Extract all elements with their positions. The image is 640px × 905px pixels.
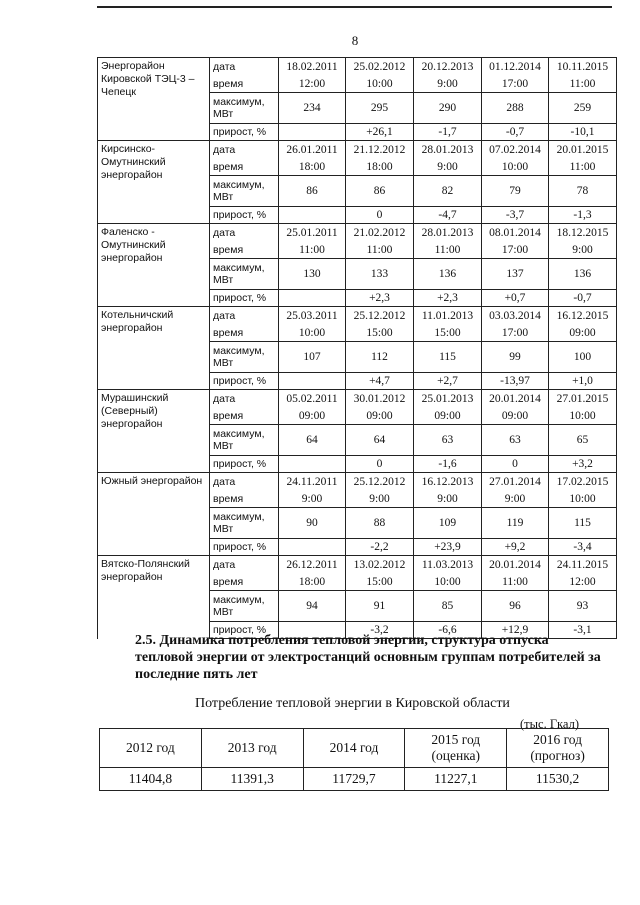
value-cell-date: 25.01.2011 [279, 224, 346, 242]
value-cell-max: 112 [346, 342, 414, 373]
heat-header-cell: 2012 год [100, 729, 202, 768]
value-cell-date: 01.12.2014 [482, 58, 549, 76]
value-cell-inc [279, 539, 346, 556]
param-label-inc: прирост, % [210, 290, 279, 307]
value-cell-date: 20.12.2013 [414, 58, 482, 76]
value-cell-time: 9:00 [279, 490, 346, 508]
value-cell-date: 25.12.2012 [346, 473, 414, 491]
value-cell-max: 130 [279, 259, 346, 290]
value-cell-max: 90 [279, 508, 346, 539]
param-label-inc: прирост, % [210, 124, 279, 141]
value-cell-inc [279, 456, 346, 473]
value-cell-time: 10:00 [346, 75, 414, 93]
param-label-date: дата [210, 556, 279, 574]
value-cell-max: 100 [549, 342, 617, 373]
value-cell-max: 93 [549, 591, 617, 622]
value-cell-inc: +9,2 [482, 539, 549, 556]
value-cell-time: 9:00 [549, 241, 617, 259]
value-cell-date: 20.01.2015 [549, 141, 617, 159]
value-cell-time: 09:00 [414, 407, 482, 425]
param-label-date: дата [210, 141, 279, 159]
value-cell-max: 295 [346, 93, 414, 124]
param-label-time: время [210, 573, 279, 591]
heat-value-cell: 11227,1 [405, 768, 507, 791]
value-cell-inc: -3,1 [549, 622, 617, 639]
value-cell-inc: -13,97 [482, 373, 549, 390]
region-name: Котельничский энергорайон [98, 307, 210, 390]
value-cell-max: 82 [414, 176, 482, 207]
heat-consumption-table [99, 728, 609, 791]
value-cell-max: 79 [482, 176, 549, 207]
value-cell-inc: +12,9 [482, 622, 549, 639]
section-title: 2.5. Динамика потребления тепловой энергии, структура отпуска тепловой энергии от электростанций основным группам потребителей за последние пять лет [135, 633, 601, 682]
value-cell-max: 290 [414, 93, 482, 124]
region-row-date [98, 473, 617, 491]
param-label-inc: прирост, % [210, 539, 279, 556]
value-cell-date: 27.01.2014 [482, 473, 549, 491]
value-cell-max: 96 [482, 591, 549, 622]
heat-table-value-row [100, 768, 609, 791]
param-label-time: время [210, 75, 279, 93]
value-cell-time: 10:00 [414, 573, 482, 591]
value-cell-date: 13.02.2012 [346, 556, 414, 574]
value-cell-date: 28.01.2013 [414, 141, 482, 159]
region-name: Мурашинский (Северный) энергорайон [98, 390, 210, 473]
value-cell-date: 11.03.2013 [414, 556, 482, 574]
param-label-time: время [210, 241, 279, 259]
region-name: Кирсинско-Омутнинский энергорайон [98, 141, 210, 224]
value-cell-time: 17:00 [482, 75, 549, 93]
value-cell-time: 11:00 [549, 75, 617, 93]
value-cell-time: 10:00 [549, 490, 617, 508]
value-cell-date: 20.01.2014 [482, 556, 549, 574]
value-cell-max: 94 [279, 591, 346, 622]
value-cell-date: 17.02.2015 [549, 473, 617, 491]
value-cell-inc: +1,0 [549, 373, 617, 390]
value-cell-time: 11:00 [482, 573, 549, 591]
value-cell-time: 12:00 [549, 573, 617, 591]
value-cell-inc: +2,7 [414, 373, 482, 390]
param-label-date: дата [210, 224, 279, 242]
value-cell-inc [279, 373, 346, 390]
value-cell-time: 9:00 [346, 490, 414, 508]
param-label-max: максимум, МВт [210, 591, 279, 622]
value-cell-time: 11:00 [279, 241, 346, 259]
value-cell-max: 136 [414, 259, 482, 290]
heat-table-header-row [100, 729, 609, 768]
value-cell-date: 20.01.2014 [482, 390, 549, 408]
value-cell-max: 99 [482, 342, 549, 373]
value-cell-time: 18:00 [346, 158, 414, 176]
value-cell-time: 10:00 [482, 158, 549, 176]
value-cell-inc: -10,1 [549, 124, 617, 141]
value-cell-inc [279, 124, 346, 141]
value-cell-inc: -2,2 [346, 539, 414, 556]
value-cell-date: 26.12.2011 [279, 556, 346, 574]
page-number: 8 [351, 33, 359, 48]
value-cell-date: 16.12.2013 [414, 473, 482, 491]
heat-value-cell: 11404,8 [100, 768, 202, 791]
value-cell-inc: -3,4 [549, 539, 617, 556]
value-cell-inc: 0 [346, 456, 414, 473]
value-cell-inc: 0 [482, 456, 549, 473]
value-cell-inc: -1,7 [414, 124, 482, 141]
value-cell-max: 115 [414, 342, 482, 373]
value-cell-inc: +23,9 [414, 539, 482, 556]
value-cell-time: 18:00 [279, 573, 346, 591]
top-rule [97, 6, 612, 8]
param-label-max: максимум, МВт [210, 259, 279, 290]
value-cell-inc: +26,1 [346, 124, 414, 141]
value-cell-date: 07.02.2014 [482, 141, 549, 159]
value-cell-time: 9:00 [414, 158, 482, 176]
region-row-date [98, 141, 617, 159]
value-cell-date: 11.01.2013 [414, 307, 482, 325]
value-cell-max: 65 [549, 425, 617, 456]
param-label-max: максимум, МВт [210, 508, 279, 539]
value-cell-max: 85 [414, 591, 482, 622]
value-cell-date: 05.02.2011 [279, 390, 346, 408]
param-label-max: максимум, МВт [210, 93, 279, 124]
value-cell-inc: 0 [346, 207, 414, 224]
param-label-max: максимум, МВт [210, 425, 279, 456]
region-row-date [98, 556, 617, 574]
value-cell-date: 21.02.2012 [346, 224, 414, 242]
region-name: Энергорайон Кировской ТЭЦ-3 – Чепецк [98, 58, 210, 141]
value-cell-max: 109 [414, 508, 482, 539]
value-cell-max: 91 [346, 591, 414, 622]
value-cell-inc: -1,3 [549, 207, 617, 224]
value-cell-max: 63 [482, 425, 549, 456]
heat-value-cell: 11530,2 [507, 768, 609, 791]
value-cell-time: 18:00 [279, 158, 346, 176]
value-cell-date: 25.01.2013 [414, 390, 482, 408]
value-cell-max: 107 [279, 342, 346, 373]
energy-regions-table [97, 57, 617, 639]
value-cell-inc: -0,7 [482, 124, 549, 141]
value-cell-time: 09:00 [482, 407, 549, 425]
value-cell-date: 27.01.2015 [549, 390, 617, 408]
value-cell-time: 11:00 [549, 158, 617, 176]
heat-table-caption: Потребление тепловой энергии в Кировской области [195, 696, 510, 711]
value-cell-time: 17:00 [482, 324, 549, 342]
heat-header-cell: 2013 год [201, 729, 303, 768]
value-cell-inc [279, 207, 346, 224]
param-label-max: максимум, МВт [210, 176, 279, 207]
value-cell-max: 136 [549, 259, 617, 290]
param-label-inc: прирост, % [210, 622, 279, 639]
value-cell-time: 11:00 [414, 241, 482, 259]
value-cell-max: 78 [549, 176, 617, 207]
value-cell-max: 133 [346, 259, 414, 290]
value-cell-max: 63 [414, 425, 482, 456]
value-cell-date: 08.01.2014 [482, 224, 549, 242]
value-cell-inc: +2,3 [414, 290, 482, 307]
region-name: Южный энергорайон [98, 473, 210, 556]
region-row-date [98, 390, 617, 408]
value-cell-date: 18.02.2011 [279, 58, 346, 76]
heat-table-unit: (тыс. Гкал) [520, 717, 579, 731]
value-cell-inc: -0,7 [549, 290, 617, 307]
value-cell-time: 15:00 [346, 324, 414, 342]
param-label-date: дата [210, 307, 279, 325]
value-cell-time: 09:00 [279, 407, 346, 425]
region-name: Вятско-Полянский энергорайон [98, 556, 210, 639]
value-cell-date: 28.01.2013 [414, 224, 482, 242]
heat-header-cell: 2014 год [303, 729, 405, 768]
value-cell-max: 86 [346, 176, 414, 207]
value-cell-max: 288 [482, 93, 549, 124]
value-cell-time: 10:00 [279, 324, 346, 342]
value-cell-date: 25.03.2011 [279, 307, 346, 325]
value-cell-inc: +4,7 [346, 373, 414, 390]
region-row-date [98, 58, 617, 76]
value-cell-inc: -6,6 [414, 622, 482, 639]
region-row-date [98, 307, 617, 325]
value-cell-date: 18.12.2015 [549, 224, 617, 242]
value-cell-inc [279, 290, 346, 307]
param-label-max: максимум, МВт [210, 342, 279, 373]
value-cell-date: 30.01.2012 [346, 390, 414, 408]
param-label-inc: прирост, % [210, 207, 279, 224]
heat-header-cell: 2015 год (оценка) [405, 729, 507, 768]
value-cell-date: 10.11.2015 [549, 58, 617, 76]
value-cell-date: 24.11.2015 [549, 556, 617, 574]
value-cell-max: 86 [279, 176, 346, 207]
param-label-date: дата [210, 473, 279, 491]
value-cell-inc: -3,7 [482, 207, 549, 224]
heat-value-cell: 11391,3 [201, 768, 303, 791]
param-label-time: время [210, 324, 279, 342]
value-cell-time: 12:00 [279, 75, 346, 93]
value-cell-date: 25.02.2012 [346, 58, 414, 76]
value-cell-time: 9:00 [414, 490, 482, 508]
value-cell-max: 234 [279, 93, 346, 124]
param-label-time: время [210, 490, 279, 508]
param-label-date: дата [210, 58, 279, 76]
region-name: Фаленско - Омутнинский энергорайон [98, 224, 210, 307]
value-cell-time: 15:00 [414, 324, 482, 342]
value-cell-date: 26.01.2011 [279, 141, 346, 159]
value-cell-date: 16.12.2015 [549, 307, 617, 325]
value-cell-max: 115 [549, 508, 617, 539]
value-cell-time: 15:00 [346, 573, 414, 591]
value-cell-max: 119 [482, 508, 549, 539]
value-cell-inc: +2,3 [346, 290, 414, 307]
value-cell-date: 24.11.2011 [279, 473, 346, 491]
heat-header-cell: 2016 год (прогноз) [507, 729, 609, 768]
value-cell-max: 64 [346, 425, 414, 456]
param-label-time: время [210, 407, 279, 425]
value-cell-max: 259 [549, 93, 617, 124]
value-cell-inc: -1,6 [414, 456, 482, 473]
param-label-inc: прирост, % [210, 373, 279, 390]
value-cell-time: 09:00 [549, 324, 617, 342]
value-cell-inc: -3,2 [346, 622, 414, 639]
value-cell-max: 88 [346, 508, 414, 539]
value-cell-max: 64 [279, 425, 346, 456]
value-cell-time: 17:00 [482, 241, 549, 259]
heat-value-cell: 11729,7 [303, 768, 405, 791]
value-cell-time: 9:00 [482, 490, 549, 508]
value-cell-inc: +0,7 [482, 290, 549, 307]
value-cell-time: 11:00 [346, 241, 414, 259]
value-cell-time: 10:00 [549, 407, 617, 425]
value-cell-inc: -4,7 [414, 207, 482, 224]
value-cell-date: 03.03.2014 [482, 307, 549, 325]
region-row-date [98, 224, 617, 242]
value-cell-time: 9:00 [414, 75, 482, 93]
value-cell-date: 21.12.2012 [346, 141, 414, 159]
param-label-inc: прирост, % [210, 456, 279, 473]
value-cell-max: 137 [482, 259, 549, 290]
param-label-time: время [210, 158, 279, 176]
value-cell-date: 25.12.2012 [346, 307, 414, 325]
value-cell-inc: +3,2 [549, 456, 617, 473]
param-label-date: дата [210, 390, 279, 408]
value-cell-time: 09:00 [346, 407, 414, 425]
